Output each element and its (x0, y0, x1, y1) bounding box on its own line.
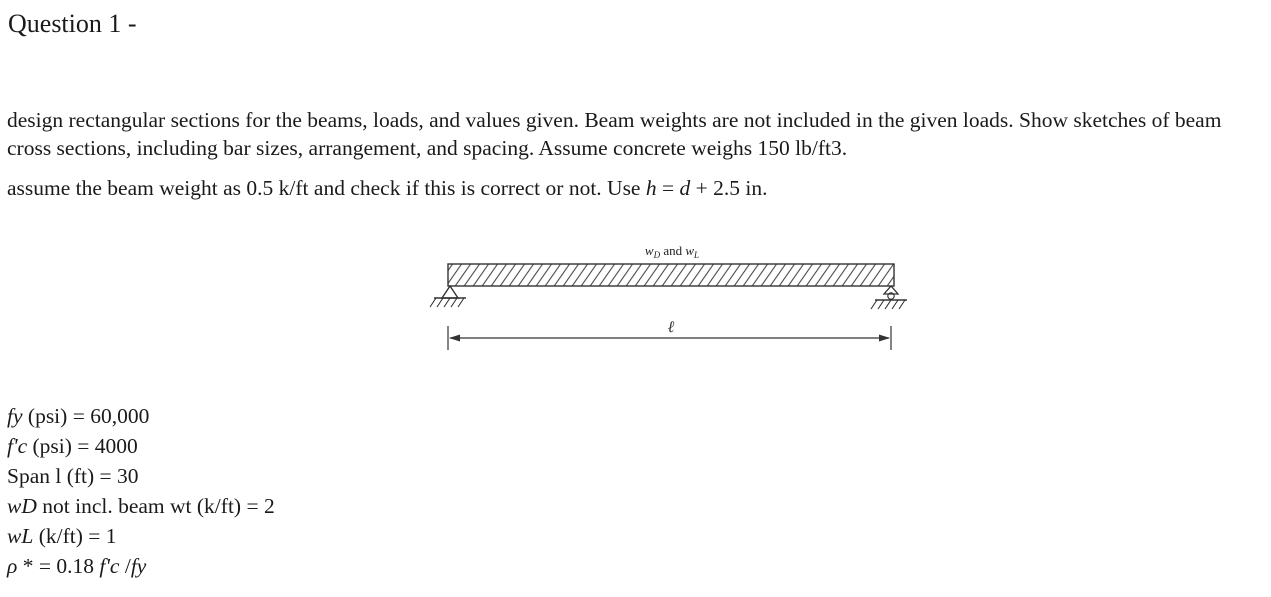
span-value: Span l (ft) = 30 (7, 464, 139, 488)
rho-value (7, 551, 275, 581)
fc-value (7, 431, 275, 461)
rho-slash: / (119, 554, 131, 578)
fy-value (7, 401, 275, 431)
fy-text: (psi) = 60,000 (22, 404, 150, 428)
given-values-list (7, 401, 275, 581)
fc-text: (psi) = 4000 (27, 434, 138, 458)
distributed-load-label: $w_D$ and $w_L$ (644, 243, 700, 260)
question-title: Question 1 - (8, 9, 137, 38)
roller-support-icon (871, 286, 907, 309)
instruction-suffix: + 2.5 in. (690, 176, 768, 200)
h-variable: h (645, 176, 657, 200)
wd-symbol: wD (7, 494, 37, 518)
rho-text: * = 0.18 (17, 554, 100, 578)
wl-value (7, 521, 275, 551)
rho-fc: f'c (99, 554, 120, 578)
problem-statement: design rectangular sections for the beams, loads, and values given. Beam weights are not included in the given loads. Show sketches of beam cross sections, including bar sizes, arrangement, and spacing. Assume concrete weighs 150 lb/ft3. (7, 108, 1222, 160)
simply-supported-beam-diagram (410, 232, 930, 362)
beam-weight-instruction (7, 174, 767, 202)
instruction-prefix: assume the beam weight as 0.5 k/ft and check if this is correct or not. Use (7, 176, 646, 200)
rho-fy: fy (130, 554, 147, 578)
equals-sign: = (656, 176, 680, 200)
rho-symbol: ρ (7, 554, 18, 578)
fy-symbol: fy (7, 404, 23, 428)
d-variable: d (679, 176, 691, 200)
wd-value (7, 491, 275, 521)
wl-text: (k/ft) = 1 (33, 524, 117, 548)
wd-text: not incl. beam wt (k/ft) = 2 (36, 494, 275, 518)
pin-support-icon (430, 286, 466, 307)
span-label: ℓ (667, 317, 675, 336)
fc-symbol: f'c (7, 434, 28, 458)
hatched-beam (448, 264, 894, 286)
wl-symbol: wL (7, 524, 34, 548)
